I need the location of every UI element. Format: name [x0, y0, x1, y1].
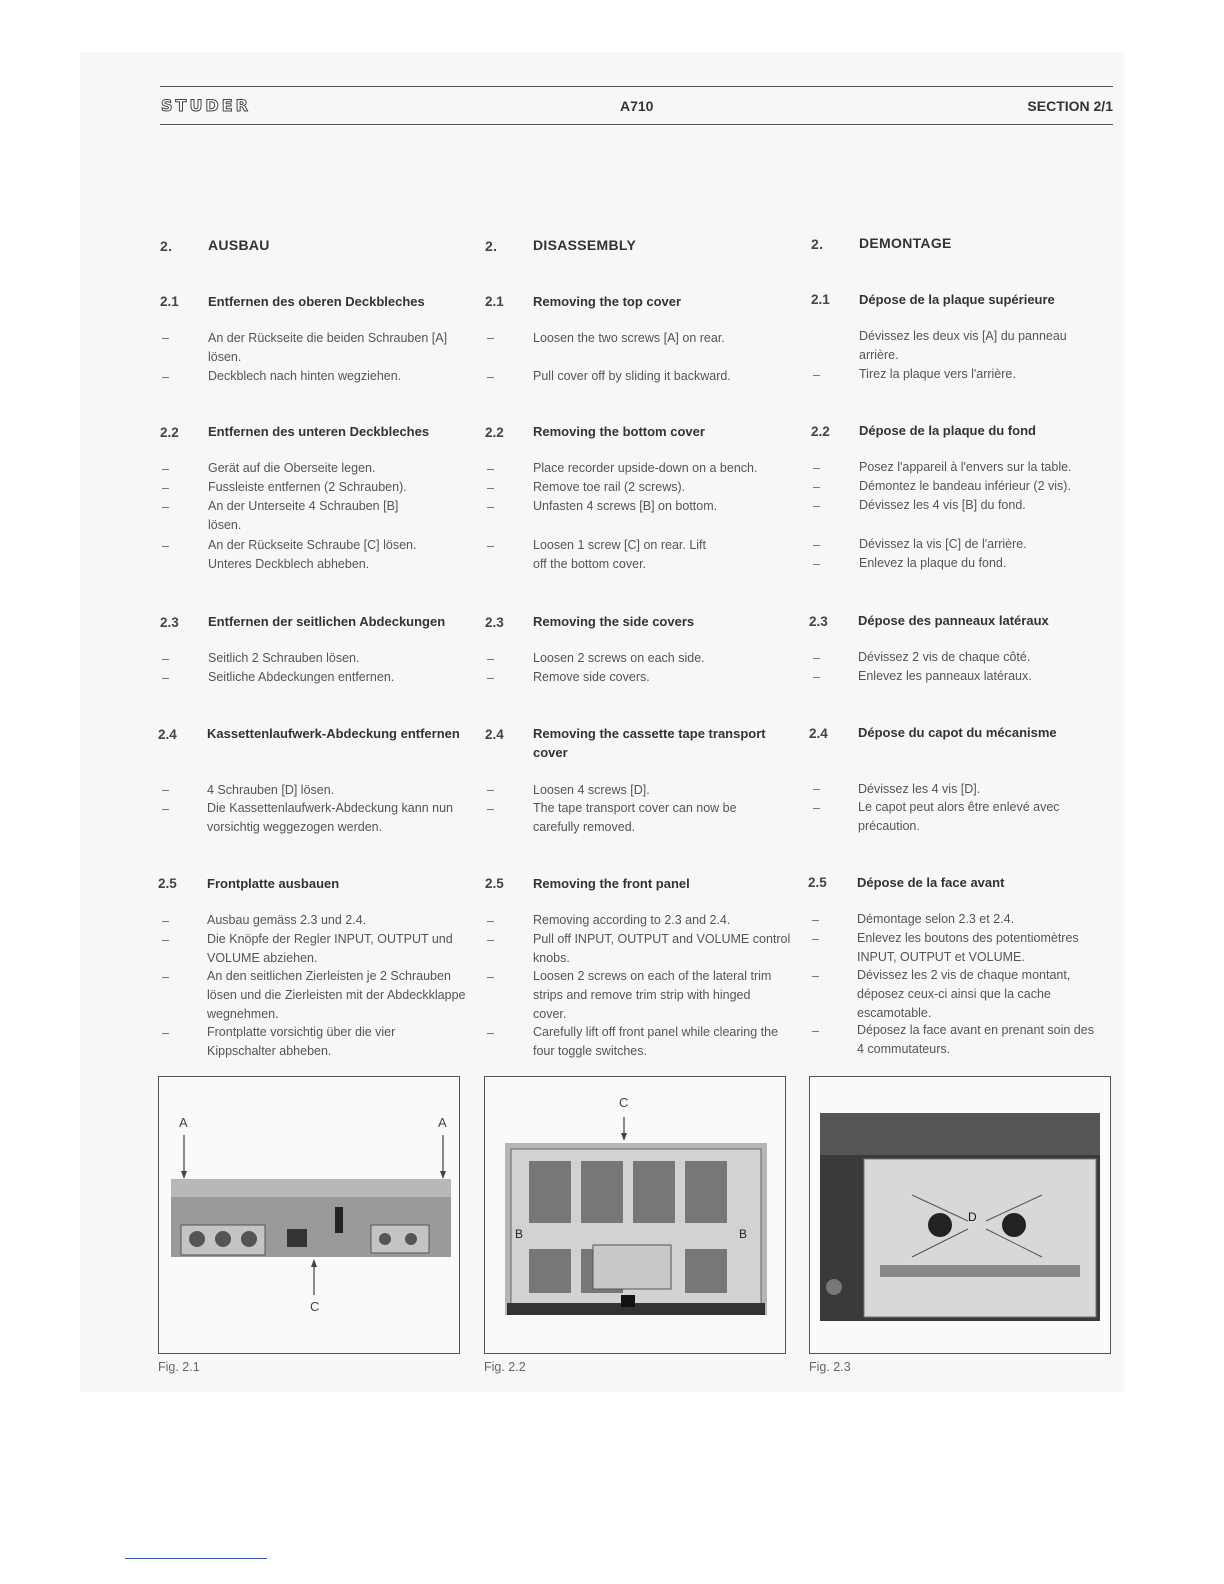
rear-panel-photo — [159, 1077, 459, 1353]
bottom-view-photo — [485, 1077, 785, 1353]
bullet-dash: – — [813, 368, 820, 382]
section-title: Kassettenlaufwerk-Abdeckung entfernen — [207, 726, 460, 741]
step-text: Seitlich 2 Schrauben lösen. — [208, 651, 360, 665]
bullet-dash: – — [487, 802, 494, 816]
step-text: Die Knöpfe der Regler INPUT, OUTPUT und VOLUME abziehen. — [207, 932, 453, 965]
bullet-dash: – — [487, 481, 494, 495]
step-text: Carefully lift off front panel while clearing the four toggle switches. — [533, 1025, 779, 1058]
bullet-dash: – — [813, 538, 820, 552]
step-text: Frontplatte vorsichtig über die vier Kippschalter abheben. — [207, 1025, 396, 1058]
step-text: Seitliche Abdeckungen entfernen. — [208, 670, 395, 684]
step-text: 4 Schrauben [D] lösen. — [207, 783, 335, 797]
heading-number: 2. — [160, 238, 173, 254]
step-text: Unfasten 4 screws [B] on bottom. — [533, 499, 718, 513]
bullet-dash: – — [162, 1026, 169, 1040]
figure-2-1 — [158, 1076, 460, 1354]
bullet-dash: – — [162, 970, 169, 984]
figure-caption: Fig. 2.1 — [158, 1360, 200, 1374]
bullet-dash: – — [487, 783, 494, 797]
section-title: Entfernen des oberen Deckbleches — [208, 294, 425, 309]
section-title: Removing the bottom cover — [533, 424, 705, 439]
section-title: Dépose du capot du mécanisme — [858, 725, 1057, 740]
step-text: Loosen 2 screws on each of the lateral trim strips and remove trim strip with hinged cover. — [533, 969, 772, 1021]
step-text: Place recorder upside-down on a bench. — [533, 461, 758, 475]
label-c: C — [619, 1095, 629, 1110]
step-text: Dévissez les 4 vis [B] du fond. — [859, 498, 1026, 512]
step-text: Loosen 4 screws [D]. — [533, 783, 650, 797]
bullet-dash: – — [487, 331, 494, 345]
label-a-left: A — [179, 1115, 188, 1130]
step-text: Dévissez les deux vis [A] du panneau arrière. — [859, 329, 1067, 362]
step-text: Dévissez les 4 vis [D]. — [858, 782, 981, 796]
step-text: Démontez le bandeau inférieur (2 vis). — [859, 479, 1071, 493]
bullet-dash: – — [813, 557, 820, 571]
bullet-dash: – — [487, 671, 494, 685]
step-text: Removing according to 2.3 and 2.4. — [533, 913, 731, 927]
step-text: Remove side covers. — [533, 670, 650, 684]
step-text: An der Rückseite die beiden Schrauben [A] lösen. — [208, 331, 448, 364]
heading-number: 2. — [485, 238, 498, 254]
step-text: An den seitlichen Zierleisten je 2 Schrauben lösen und die Zierleisten mit der Abdeckklappe wegnehmen. — [207, 969, 466, 1021]
section-title: Dépose des panneaux latéraux — [858, 613, 1049, 628]
bullet-dash: – — [487, 970, 494, 984]
bullet-dash: – — [162, 914, 169, 928]
bullet-dash: – — [162, 933, 169, 947]
bullet-dash: – — [162, 783, 169, 797]
step-text: Enlevez les panneaux latéraux. — [858, 669, 1032, 683]
section-title: Frontplatte ausbauen — [207, 876, 340, 891]
bullet-dash: – — [812, 1024, 819, 1038]
step-text: Fussleiste entfernen (2 Schrauben). — [208, 480, 407, 494]
figure-caption: Fig. 2.2 — [484, 1360, 526, 1374]
step-text: Enlevez les boutons des potentiomètres INPUT, OUTPUT et VOLUME. — [857, 931, 1079, 964]
step-text: Die Kassettenlaufwerk-Abdeckung kann nun vorsichtig weggezogen werden. — [207, 801, 453, 834]
section-number: 2.2 — [485, 425, 504, 440]
bullet-dash: – — [162, 539, 169, 553]
label-c: C — [310, 1299, 320, 1314]
figure-caption: Fig. 2.3 — [809, 1360, 851, 1374]
section-label: SECTION 2/1 — [1027, 98, 1113, 114]
bullet-dash: – — [813, 782, 820, 796]
cassette-transport-photo — [810, 1077, 1110, 1353]
step-text: Loosen 1 screw [C] on rear. Lift off the bottom cover. — [533, 538, 707, 571]
section-number: 2.1 — [811, 292, 830, 307]
step-text: Posez l'appareil à l'envers sur la table. — [859, 460, 1072, 474]
section-title: Removing the cassette tape transport cover — [533, 726, 766, 760]
step-text: Pull off INPUT, OUTPUT and VOLUME control knobs. — [533, 932, 791, 965]
bullet-dash: – — [813, 499, 820, 513]
bullet-dash: – — [812, 969, 819, 983]
section-title: Removing the front panel — [533, 876, 690, 891]
step-text: Dévissez la vis [C] de l'arrière. — [859, 537, 1027, 551]
step-text: Démontage selon 2.3 et 2.4. — [857, 912, 1015, 926]
section-number: 2.5 — [485, 876, 504, 891]
heading-number: 2. — [811, 236, 824, 252]
section-number: 2.4 — [485, 727, 504, 742]
heading-title: AUSBAU — [208, 237, 270, 253]
bullet-dash: – — [813, 480, 820, 494]
header-bottom-rule — [160, 124, 1113, 125]
bullet-dash: – — [487, 914, 494, 928]
bullet-dash: – — [813, 670, 820, 684]
step-text: Loosen 2 screws on each side. — [533, 651, 705, 665]
step-text: Dévissez les 2 vis de chaque montant, déposez ceux-ci ainsi que la cache escamotable. — [857, 968, 1071, 1020]
bullet-dash: – — [487, 539, 494, 553]
step-text: Pull cover off by sliding it backward. — [533, 369, 731, 383]
bullet-dash: – — [487, 370, 494, 384]
bullet-dash: – — [162, 802, 169, 816]
section-title: Removing the side covers — [533, 614, 695, 629]
step-text: The tape transport cover can now be carefully removed. — [533, 801, 737, 834]
step-text: An der Rückseite Schraube [C] lösen. Unteres Deckblech abheben. — [208, 538, 417, 571]
step-text: Le capot peut alors être enlevé avec précaution. — [858, 800, 1060, 833]
bullet-dash: – — [162, 331, 169, 345]
step-text: Remove toe rail (2 screws). — [533, 480, 686, 494]
bullet-dash: – — [487, 500, 494, 514]
section-number: 2.4 — [809, 726, 828, 741]
step-text: Loosen the two screws [A] on rear. — [533, 331, 725, 345]
step-text: Enlevez la plaque du fond. — [859, 556, 1007, 570]
section-title: Removing the top cover — [533, 294, 682, 309]
step-text: Ausbau gemäss 2.3 und 2.4. — [207, 913, 367, 927]
section-number: 2.2 — [811, 424, 830, 439]
section-number: 2.2 — [160, 425, 179, 440]
bullet-dash: – — [813, 801, 820, 815]
section-title: Dépose de la plaque du fond — [859, 423, 1036, 438]
bullet-dash: – — [487, 462, 494, 476]
figure-2-2 — [484, 1076, 786, 1354]
bullet-dash: – — [162, 370, 169, 384]
step-text: Déposez la face avant en prenant soin des 4 commutateurs. — [857, 1023, 1094, 1056]
section-number: 2.5 — [158, 876, 177, 891]
header-top-rule — [160, 86, 1113, 87]
label-b-left: B — [515, 1227, 524, 1241]
label-b-right: B — [739, 1227, 748, 1241]
section-title: Entfernen des unteren Deckbleches — [208, 424, 430, 439]
bullet-dash: – — [487, 1026, 494, 1040]
section-title: Dépose de la plaque supérieure — [859, 292, 1055, 307]
step-text: Tirez la plaque vers l'arrière. — [859, 367, 1016, 381]
step-text: Deckblech nach hinten wegziehen. — [208, 369, 402, 383]
section-number: 2.1 — [160, 294, 179, 309]
heading-title: DISASSEMBLY — [533, 237, 637, 253]
bullet-dash: – — [812, 932, 819, 946]
step-text: Gerät auf die Oberseite legen. — [208, 461, 376, 475]
footnote-rule — [125, 1558, 267, 1559]
heading-title: DEMONTAGE — [859, 235, 952, 251]
section-number: 2.3 — [809, 614, 828, 629]
bullet-dash: – — [812, 913, 819, 927]
figure-2-3 — [809, 1076, 1111, 1354]
bullet-dash: – — [813, 651, 820, 665]
step-text: An der Unterseite 4 Schrauben [B] lösen. — [208, 499, 399, 532]
section-number: 2.3 — [160, 615, 179, 630]
label-a-right: A — [438, 1115, 447, 1130]
section-number: 2.1 — [485, 294, 504, 309]
bullet-dash: – — [162, 652, 169, 666]
bullet-dash: – — [162, 462, 169, 476]
studer-logo: STUDER — [161, 96, 251, 115]
section-title: Entfernen der seitlichen Abdeckungen — [208, 614, 446, 629]
bullet-dash: – — [162, 481, 169, 495]
bullet-dash: – — [487, 933, 494, 947]
section-number: 2.5 — [808, 875, 827, 890]
section-number: 2.3 — [485, 615, 504, 630]
bullet-dash: – — [813, 461, 820, 475]
label-d: D — [968, 1210, 977, 1224]
bullet-dash: – — [162, 500, 169, 514]
model-name: A710 — [620, 98, 654, 114]
section-title: Dépose de la face avant — [857, 875, 1005, 890]
section-number: 2.4 — [158, 727, 177, 742]
step-text: Dévissez 2 vis de chaque côté. — [858, 650, 1031, 664]
bullet-dash: – — [162, 671, 169, 685]
bullet-dash: – — [487, 652, 494, 666]
